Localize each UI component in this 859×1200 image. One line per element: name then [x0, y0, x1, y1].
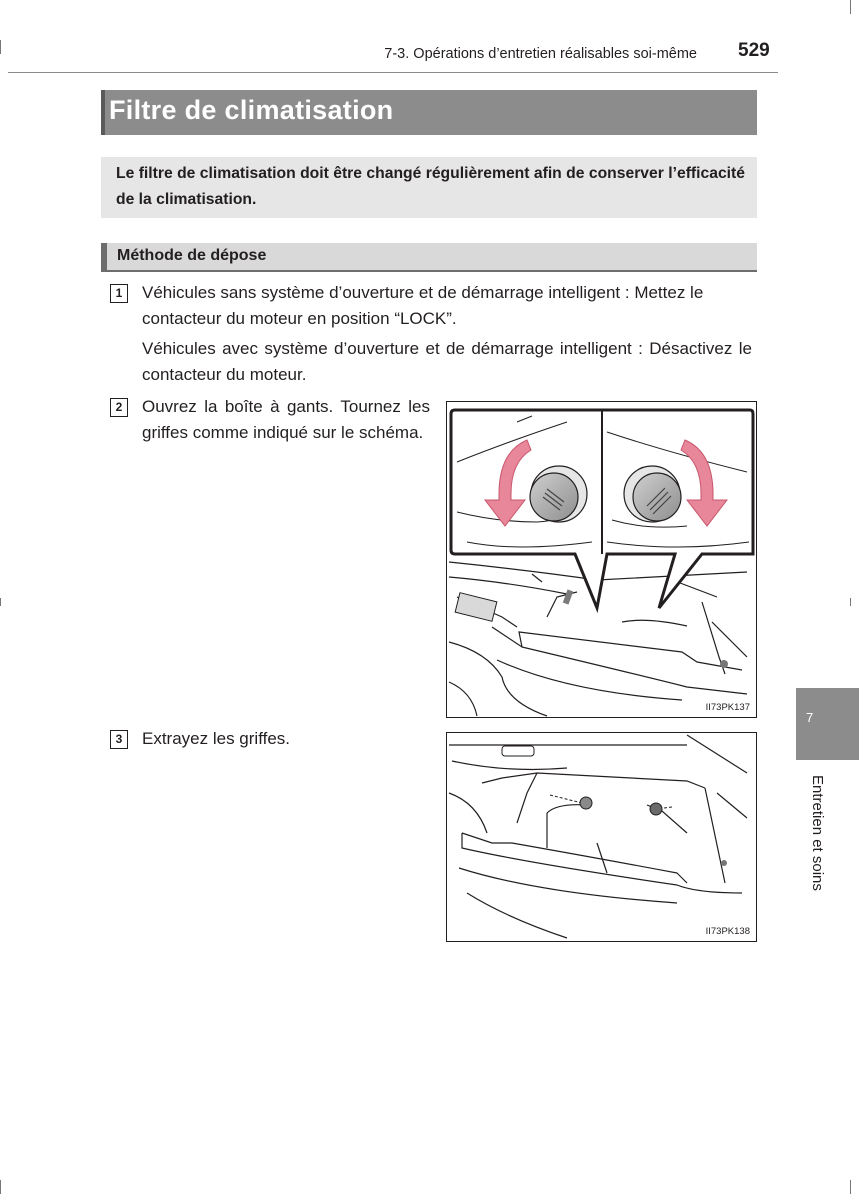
- step-number-3: 3: [110, 730, 128, 749]
- figure-glovebox-claws-turn: [446, 401, 757, 718]
- crop-mark: [850, 1180, 851, 1194]
- section-heading-text: Méthode de dépose: [117, 247, 267, 264]
- section-heading: [101, 243, 757, 272]
- page-title: Filtre de climatisation: [109, 95, 394, 125]
- running-header: 7-3. Opérations d’entretien réalisables soi-même: [384, 46, 697, 62]
- step-3-text: Extrayez les griffes.: [142, 729, 291, 748]
- step-number-1: 1: [110, 284, 128, 303]
- page-number: 529: [738, 40, 770, 61]
- figure-code: II73PK138: [705, 926, 750, 937]
- crop-mark: [0, 598, 1, 606]
- figure-glovebox-claws-remove: [446, 732, 757, 942]
- crop-mark: [0, 40, 1, 54]
- chapter-number: 7: [806, 710, 814, 725]
- intro-text: Le filtre de climatisation doit être changé régulièrement afin de conserver l’efficacité de la climatisation.: [116, 165, 745, 208]
- step-1-paragraph-2: Véhicules avec système d’ouverture et de démarrage intelligent : Désactivez le contacteur du moteur.: [142, 339, 752, 384]
- title-bar: [101, 90, 757, 135]
- glovebox-turn-illustration: [447, 402, 758, 719]
- intro-box: [101, 157, 757, 218]
- step-2-text: Ouvrez la boîte à gants. Tournez les griffes comme indiqué sur le schéma.: [142, 397, 430, 442]
- figure-code: II73PK137: [705, 702, 750, 713]
- chapter-label: Entretien et soins: [809, 775, 826, 891]
- step-number-2: 2: [110, 398, 128, 417]
- crop-mark: [850, 598, 851, 606]
- crop-mark: [0, 1180, 1, 1194]
- step-1-paragraph-1: Véhicules sans système d’ouverture et de démarrage intelligent : Mettez le contacteur du moteur en position “LOCK”.: [142, 283, 704, 328]
- header-rule: [8, 72, 778, 73]
- crop-mark: [850, 0, 851, 14]
- chapter-tab: [796, 688, 859, 760]
- glovebox-remove-illustration: [447, 733, 758, 943]
